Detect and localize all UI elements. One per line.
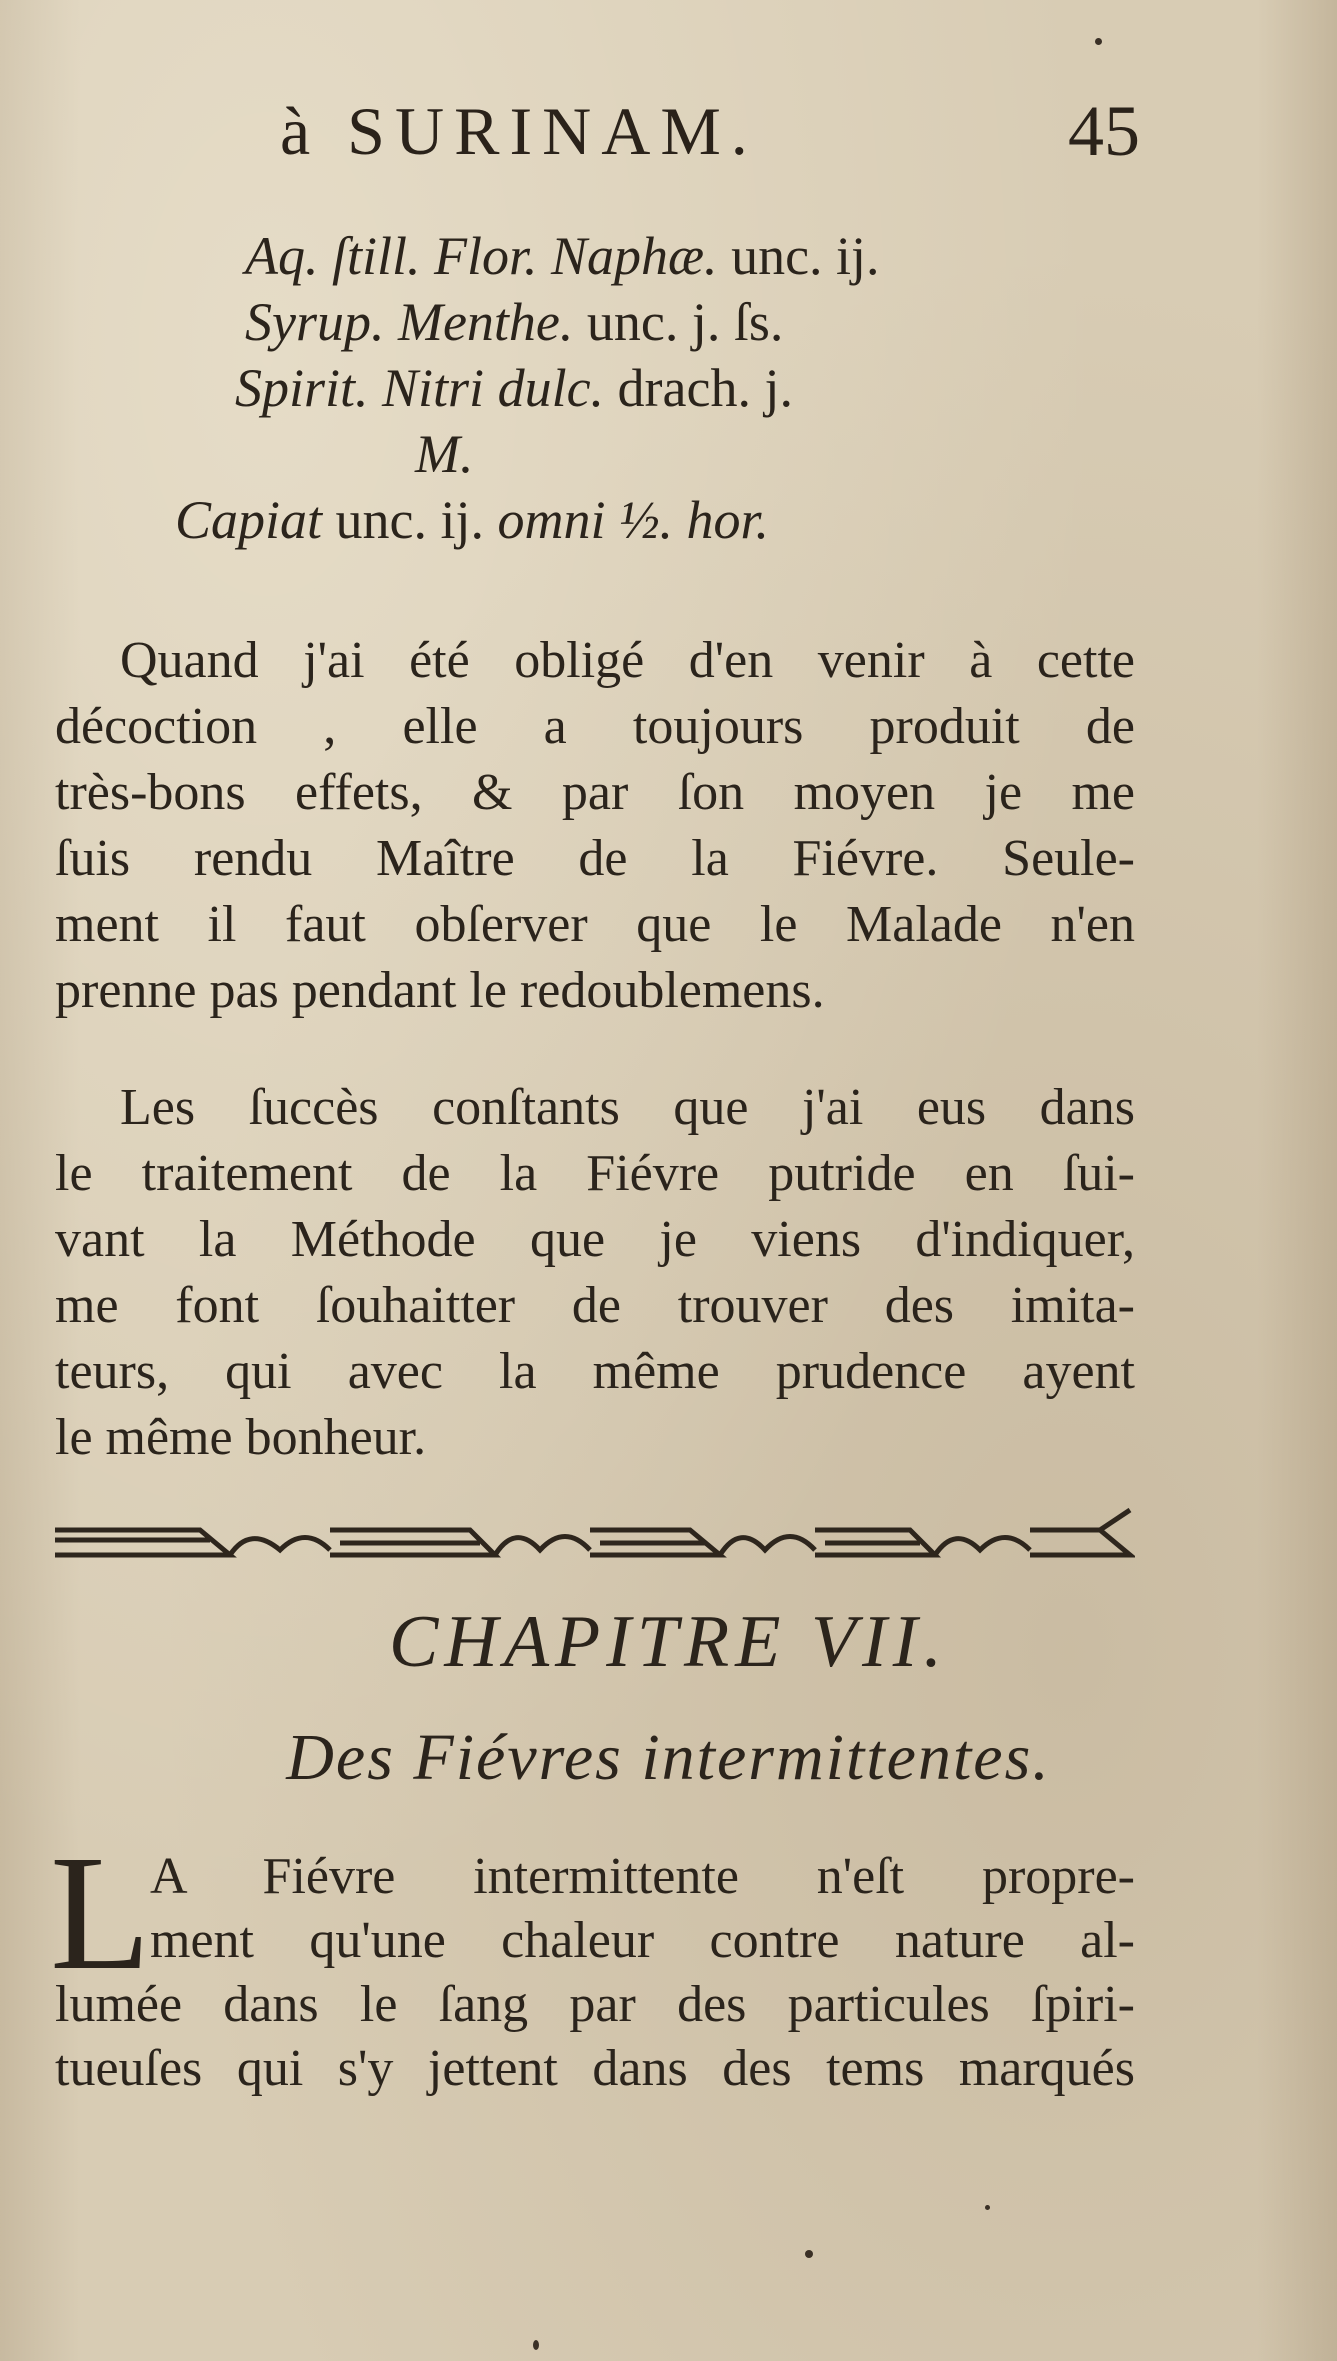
text-line: tueuſes qui s'y jettent dans des tems marqués xyxy=(55,2040,1135,2097)
text-line: vant la Méthode que je viens d'indiquer, xyxy=(55,1211,1135,1268)
running-header xyxy=(280,92,1140,172)
paragraph-2 xyxy=(55,1075,1135,1471)
text-line: ſuis rendu Maître de la Fiévre. Seule- xyxy=(55,830,1135,887)
text-line: décoction , elle a toujours produit de xyxy=(55,698,1135,755)
text-line: très-bons effets, & par ſon moyen je me xyxy=(55,764,1135,821)
text-line: Quand j'ai été obligé d'en venir à cette xyxy=(120,632,1135,689)
text-line: A Fiévre intermittente n'eſt propre- xyxy=(150,1848,1135,1905)
chapter-title: CHAPITRE VII. xyxy=(389,1601,948,1683)
text-line: le même bonheur. xyxy=(55,1409,427,1466)
ink-speck xyxy=(805,2250,813,2258)
prescription-line: M. xyxy=(415,424,474,484)
ink-speck xyxy=(985,2205,990,2210)
text-line: prenne pas pendant le redoublemens. xyxy=(55,962,825,1019)
prescription-line: Capiat unc. ij. omni ½. hor. xyxy=(175,490,770,550)
running-title: à SURINAM. xyxy=(280,93,758,169)
page-number: 45 xyxy=(1068,91,1140,171)
text-line: le traitement de la Fiévre putride en ſui- xyxy=(55,1145,1135,1202)
text-line: ment qu'une chaleur contre nature al- xyxy=(150,1912,1135,1969)
ornamental-divider xyxy=(50,1505,1135,1575)
text-line: lumée dans le ſang par des particules ſpiri- xyxy=(55,1976,1135,2033)
prescription-line: Syrup. Menthe. unc. j. ſs. xyxy=(245,292,784,352)
text-line: ment il faut obſerver que le Malade n'en xyxy=(55,896,1135,953)
prescription-line: Spirit. Nitri dulc. drach. j. xyxy=(235,358,793,418)
text-line: me font ſouhaitter de trouver des imita- xyxy=(55,1277,1135,1334)
paragraph-1 xyxy=(55,628,1135,1024)
prescription-block xyxy=(175,225,1075,555)
drop-cap: L xyxy=(50,1821,151,2004)
paragraph-3 xyxy=(55,1845,1135,2101)
prescription-line: Aq. ſtill. Flor. Naphæ. unc. ij. xyxy=(245,226,880,286)
ink-speck xyxy=(1095,38,1102,45)
text-line: teurs, qui avec la même prudence ayent xyxy=(55,1343,1135,1400)
text-line: Les ſuccès conſtants que j'ai eus dans xyxy=(120,1079,1135,1136)
chapter-subtitle: Des Fiévres intermittentes. xyxy=(286,1721,1051,1794)
ink-speck xyxy=(533,2340,539,2350)
